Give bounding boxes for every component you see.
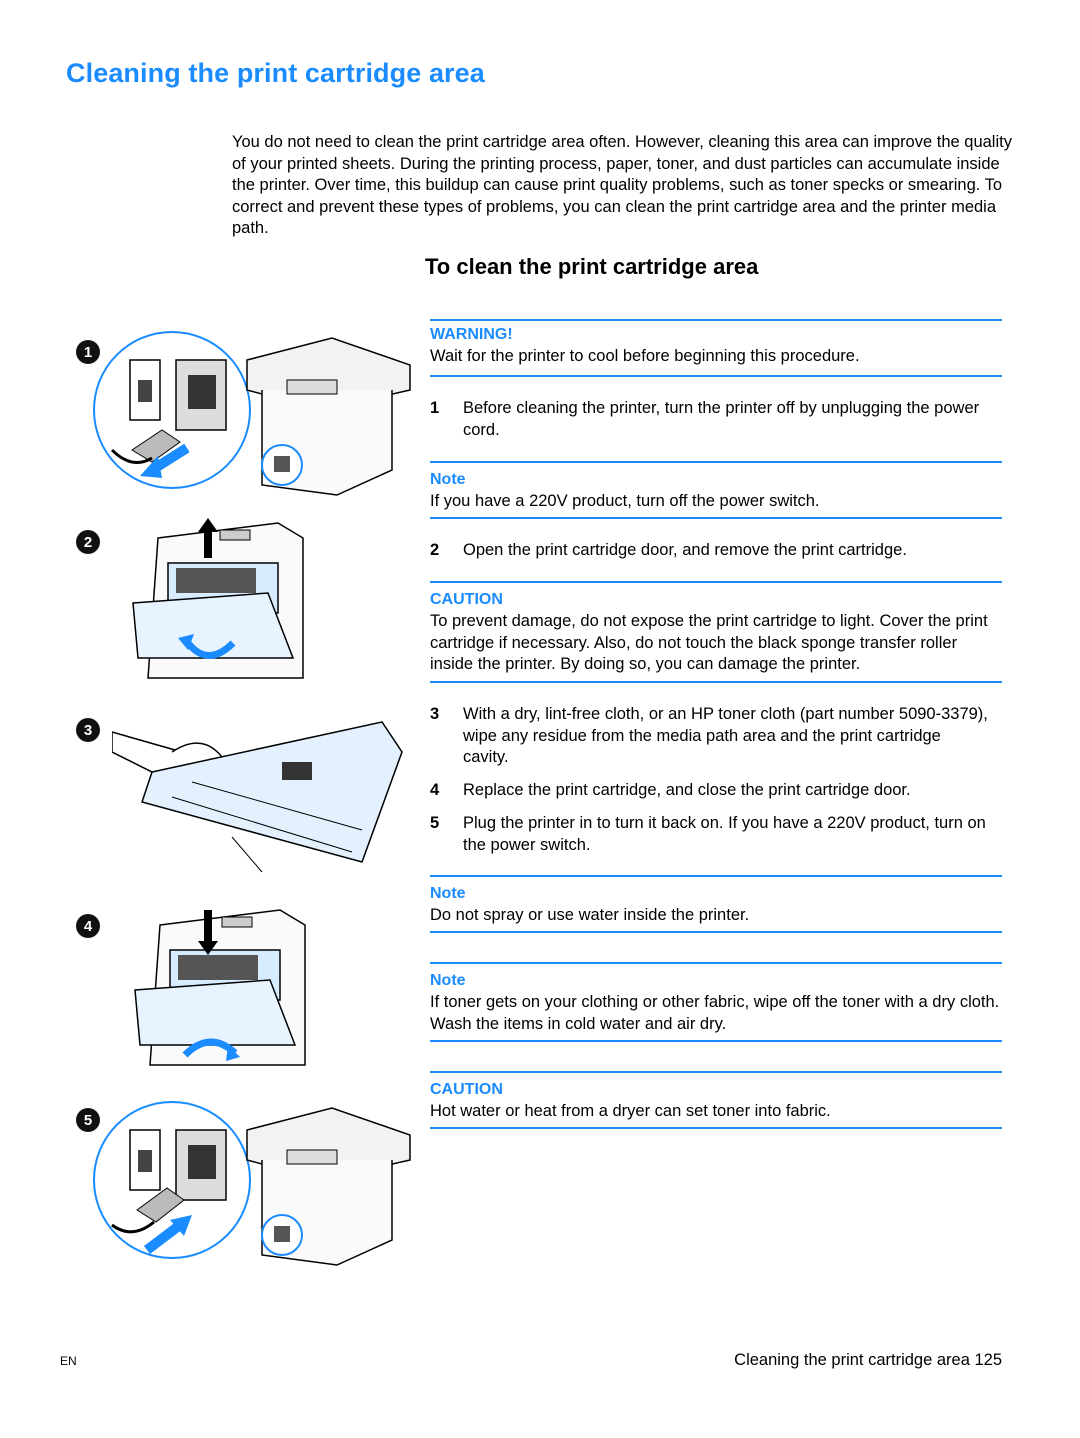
note-block [430, 972, 1002, 1035]
remove-cartridge-illustration [128, 518, 408, 688]
note-label: Note [430, 885, 466, 902]
step-number: 1 [430, 399, 440, 417]
note-text: If you have a 220V product, turn off the power switch. [430, 492, 820, 510]
warning-block [430, 326, 1002, 368]
divider [430, 1071, 1002, 1073]
note-label: Note [430, 471, 466, 488]
footer-language: EN [60, 1354, 77, 1368]
step-5 [430, 813, 990, 856]
page-title: Cleaning the print cartridge area [66, 58, 485, 88]
divider [430, 875, 1002, 877]
step-2 [430, 540, 990, 562]
caution-text: To prevent damage, do not expose the print cartridge to light. Cover the print cartridge if necessary. Also, do not touch the black sponge transfer roller inside the printer. By doing so, you can damage the printer. [430, 612, 988, 673]
step-number: 2 [430, 541, 440, 559]
divider [430, 319, 1002, 321]
note-block [430, 885, 1002, 927]
step-text: Open the print cartridge door, and remove the print cartridge. [463, 541, 907, 559]
unplug-power-cord-illustration [92, 330, 422, 500]
divider [430, 681, 1002, 683]
warning-text: Wait for the printer to cool before beginning this procedure. [430, 347, 860, 365]
step-text: Before cleaning the printer, turn the printer off by unplugging the power cord. [463, 399, 980, 439]
divider [430, 1127, 1002, 1129]
callout-1: 1 [76, 340, 100, 364]
caution-label: CAUTION [430, 591, 503, 608]
step-1 [430, 398, 990, 441]
step-4 [430, 780, 990, 802]
callout-3: 3 [76, 718, 100, 742]
note-text: If toner gets on your clothing or other fabric, wipe off the toner with a dry cloth. Wash the items in cold water and air dry. [430, 993, 1000, 1033]
callout-2: 2 [76, 530, 100, 554]
caution-label: CAUTION [430, 1081, 503, 1098]
step-text: With a dry, lint-free cloth, or an HP toner cloth (part number 5090-3379), wipe any residue from the media path area and the print cartridge cavity. [463, 705, 988, 766]
replace-cartridge-illustration [130, 905, 410, 1070]
caution-block [430, 591, 1002, 676]
note-text: Do not spray or use water inside the printer. [430, 906, 750, 924]
note-label: Note [430, 972, 466, 989]
intro-paragraph: You do not need to clean the print cartridge area often. However, cleaning this area can improve the quality of your printed sheets. During the printing process, paper, toner, and dust particles can accumulate inside the printer. Over time, this buildup can cause print quality problems, such as toner specks or smearing. To correct and prevent these types of problems, you can clean the print cartridge area and the printer media path. [232, 133, 1012, 237]
step-number: 3 [430, 705, 440, 723]
section-heading: To clean the print cartridge area [425, 254, 759, 279]
step-number: 5 [430, 814, 440, 832]
footer-page-info: Cleaning the print cartridge area 125 [734, 1351, 1002, 1369]
divider [430, 517, 1002, 519]
caution-text: Hot water or heat from a dryer can set toner into fabric. [430, 1102, 831, 1120]
divider [430, 1040, 1002, 1042]
step-text: Plug the printer in to turn it back on. If you have a 220V product, turn on the power switch. [463, 814, 986, 854]
plug-in-power-cord-illustration [92, 1100, 422, 1270]
divider [430, 581, 1002, 583]
step-3 [430, 704, 990, 769]
divider [430, 461, 1002, 463]
note-block [430, 471, 1002, 513]
divider [430, 931, 1002, 933]
divider [430, 962, 1002, 964]
callout-4: 4 [76, 914, 100, 938]
caution-block [430, 1081, 1002, 1123]
callout-5: 5 [76, 1108, 100, 1132]
step-text: Replace the print cartridge, and close the print cartridge door. [463, 781, 911, 799]
step-number: 4 [430, 781, 440, 799]
warning-label: WARNING! [430, 326, 513, 343]
wipe-media-path-illustration [112, 712, 412, 877]
divider [430, 375, 1002, 377]
